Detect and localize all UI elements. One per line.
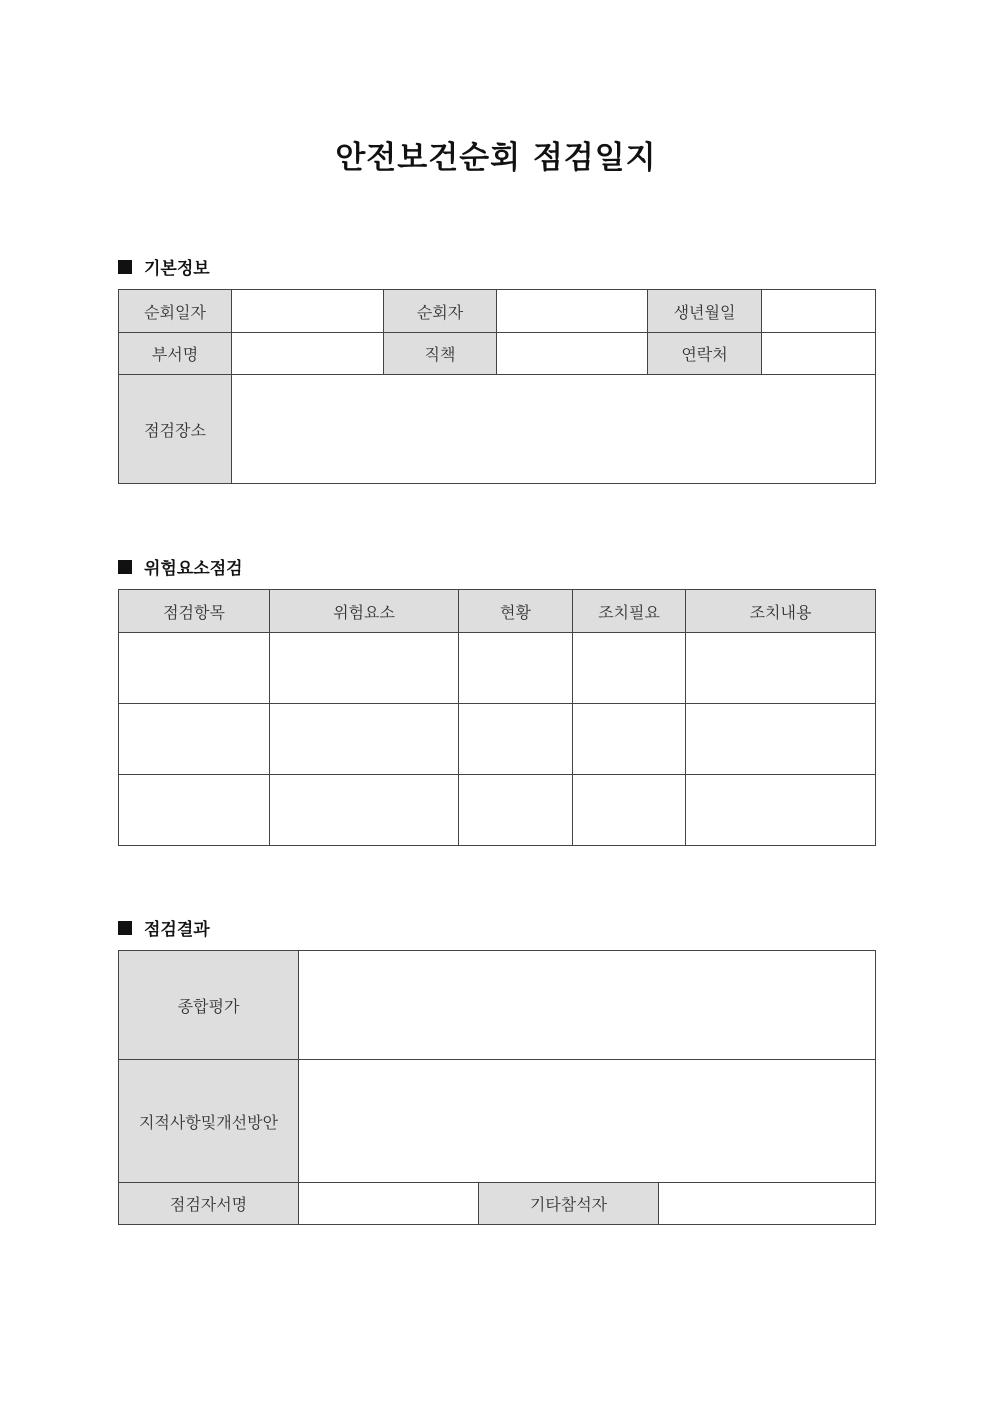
table-cell[interactable]	[459, 633, 573, 704]
column-header: 현황	[459, 590, 573, 633]
table-row	[119, 775, 876, 846]
table-cell[interactable]	[119, 704, 270, 775]
document-title: 안전보건순회 점검일지	[335, 140, 657, 176]
contact-field[interactable]	[762, 333, 876, 375]
table-row	[119, 333, 876, 375]
inspector-signature-field[interactable]	[299, 1183, 479, 1225]
result-table	[118, 950, 876, 1225]
table-row	[119, 1060, 876, 1183]
table-cell[interactable]	[573, 704, 686, 775]
label-birth-date: 생년월일	[648, 290, 762, 333]
label-department: 부서명	[119, 333, 232, 375]
label-patrol-date: 순회일자	[119, 290, 232, 333]
table-row	[119, 375, 876, 484]
section-result-heading	[118, 915, 210, 940]
table-cell[interactable]	[686, 633, 876, 704]
section-basic-info-heading	[118, 254, 210, 279]
overall-evaluation-field[interactable]	[299, 951, 876, 1060]
label-position: 직책	[384, 333, 497, 375]
table-cell[interactable]	[686, 704, 876, 775]
table-row	[119, 951, 876, 1060]
square-bullet-icon	[118, 921, 132, 935]
patrol-date-field[interactable]	[232, 290, 384, 333]
label-overall-evaluation: 종합평가	[119, 951, 299, 1060]
table-cell[interactable]	[573, 633, 686, 704]
table-row	[119, 633, 876, 704]
table-cell[interactable]	[459, 775, 573, 846]
column-header: 조치내용	[686, 590, 876, 633]
table-cell[interactable]	[119, 775, 270, 846]
table-header-row	[119, 590, 876, 633]
section-basic-info-title: 기본정보	[144, 259, 210, 279]
remarks-field[interactable]	[299, 1060, 876, 1183]
table-cell[interactable]	[119, 633, 270, 704]
table-cell[interactable]	[459, 704, 573, 775]
table-cell[interactable]	[270, 633, 459, 704]
location-field[interactable]	[232, 375, 876, 484]
label-other-attendees: 기타참석자	[479, 1183, 659, 1225]
other-attendees-field[interactable]	[659, 1183, 876, 1225]
table-cell[interactable]	[686, 775, 876, 846]
table-cell[interactable]	[573, 775, 686, 846]
square-bullet-icon	[118, 560, 132, 574]
table-row	[119, 1183, 876, 1225]
position-field[interactable]	[497, 333, 648, 375]
label-inspector-signature: 점검자서명	[119, 1183, 299, 1225]
birth-date-field[interactable]	[762, 290, 876, 333]
column-header: 조치필요	[573, 590, 686, 633]
table-row	[119, 290, 876, 333]
basic-info-table	[118, 289, 876, 484]
column-header: 위험요소	[270, 590, 459, 633]
table-cell[interactable]	[270, 775, 459, 846]
section-risk-check-heading	[118, 554, 243, 579]
section-result-title: 점검결과	[144, 920, 210, 940]
label-remarks: 지적사항및개선방안	[119, 1060, 299, 1183]
table-row	[119, 704, 876, 775]
label-patroller: 순회자	[384, 290, 497, 333]
section-risk-check-title: 위험요소점검	[144, 559, 243, 579]
risk-check-table	[118, 589, 876, 846]
square-bullet-icon	[118, 260, 132, 274]
patroller-field[interactable]	[497, 290, 648, 333]
table-cell[interactable]	[270, 704, 459, 775]
column-header: 점검항목	[119, 590, 270, 633]
label-location: 점검장소	[119, 375, 232, 484]
department-field[interactable]	[232, 333, 384, 375]
label-contact: 연락처	[648, 333, 762, 375]
